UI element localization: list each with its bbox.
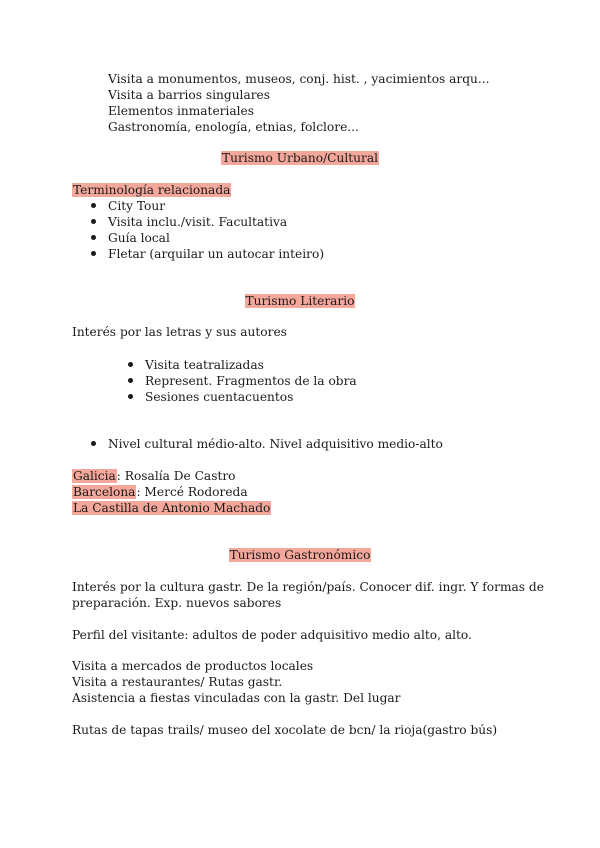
list-item: Fletar (arquilar un autocar inteiro) xyxy=(108,247,325,261)
list-item: City Tour xyxy=(108,199,166,213)
section-heading-literario: Turismo Literario xyxy=(245,294,355,308)
place-line-castilla: La Castilla de Antonio Machado xyxy=(73,501,271,515)
bullet-icon xyxy=(128,378,133,383)
gastro-profile: Perfil del visitante: adultos de poder adquisitivo medio alto, alto. xyxy=(72,628,472,642)
bullet-icon xyxy=(91,235,96,240)
list-item: Nivel cultural médio-alto. Nivel adquisitivo medio-alto xyxy=(108,437,443,451)
list-item: Sesiones cuentacuentos xyxy=(145,390,294,404)
gastro-interest-line: preparación. Exp. nuevos sabores xyxy=(72,596,282,610)
list-item: Visita inclu./visit. Facultativa xyxy=(108,215,288,229)
literario-intro: Interés por las letras y sus autores xyxy=(72,325,287,339)
bullet-icon xyxy=(91,441,96,446)
section-heading-urbano: Turismo Urbano/Cultural xyxy=(222,151,378,165)
terminology-label: Terminología relacionada xyxy=(73,183,231,197)
list-item: Guía local xyxy=(108,231,170,245)
gastro-interest-line: Interés por la cultura gastr. De la región/país. Conocer dif. ingr. Y formas de xyxy=(72,580,544,594)
bullet-icon xyxy=(128,362,133,367)
gastro-visit-line: Asistencia a fiestas vinculadas con la gastr. Del lugar xyxy=(72,691,401,705)
gastro-visit-line: Visita a mercados de productos locales xyxy=(72,659,314,673)
gastro-routes: Rutas de tapas trails/ museo del xocolate de bcn/ la rioja(gastro bús) xyxy=(72,723,498,737)
list-item: Visita teatralizadas xyxy=(145,358,264,372)
list-item: Represent. Fragmentos de la obra xyxy=(145,374,357,388)
bullet-icon xyxy=(91,203,96,208)
bullet-icon xyxy=(91,219,96,224)
section-heading-gastronomico: Turismo Gastronómico xyxy=(229,548,371,562)
place-line-barcelona: Barcelona: Mercé Rodoreda xyxy=(73,485,248,499)
bullet-icon xyxy=(91,251,96,256)
place-line-galicia: Galicia: Rosalía De Castro xyxy=(73,469,236,483)
bullet-icon xyxy=(128,394,133,399)
intro-line: Visita a monumentos, museos, conj. hist. , yacimientos arqu... xyxy=(108,72,490,86)
intro-line: Visita a barrios singulares xyxy=(108,88,271,102)
intro-line: Elementos inmateriales xyxy=(108,104,255,118)
gastro-visit-line: Visita a restaurantes/ Rutas gastr. xyxy=(72,675,283,689)
intro-line: Gastronomía, enología, etnias, folclore... xyxy=(108,120,359,134)
